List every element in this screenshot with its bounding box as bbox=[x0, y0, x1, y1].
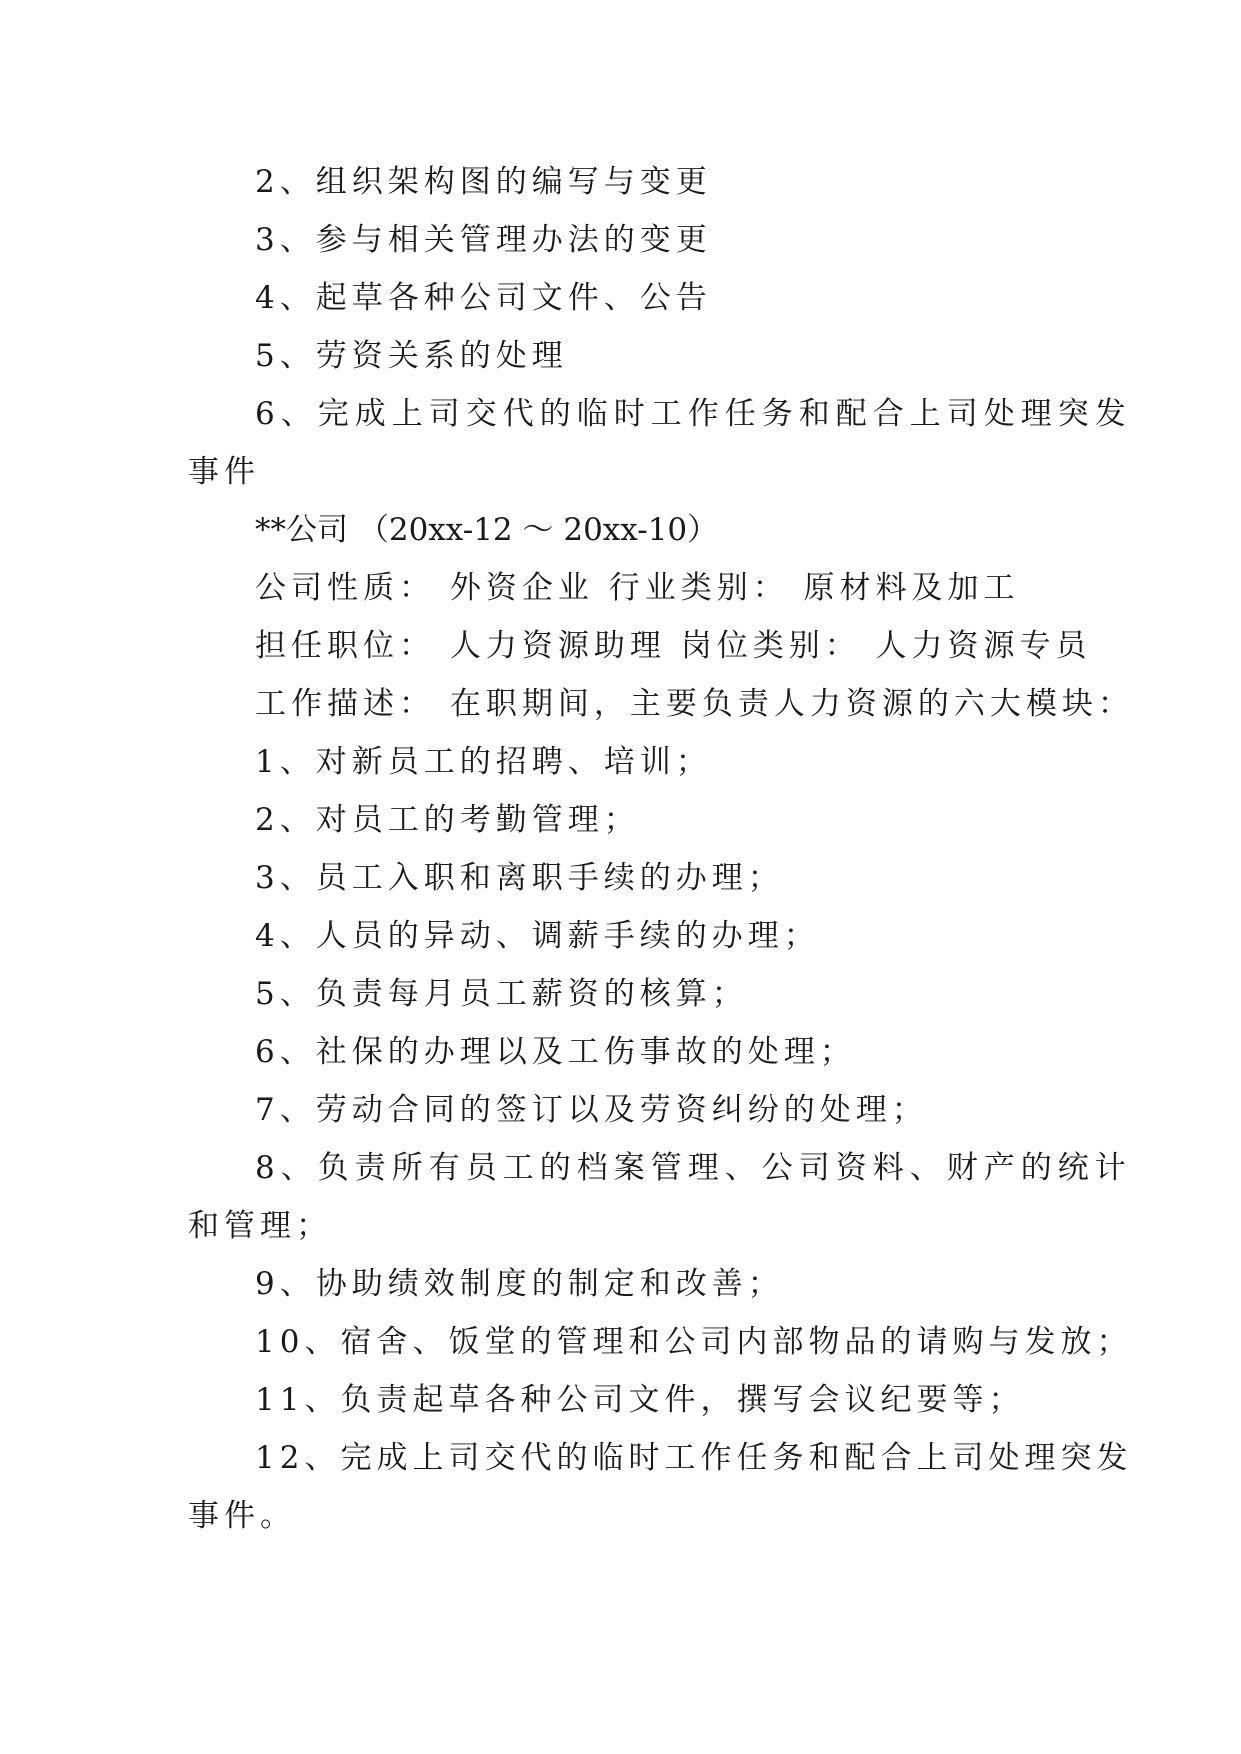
text-line: 2、组织架构图的编写与变更 bbox=[255, 164, 712, 200]
text-line: 8、负责所有员工的档案管理、公司资料、财产的统计 bbox=[255, 1150, 1132, 1186]
text-line: 2、对员工的考勤管理； bbox=[255, 802, 640, 838]
text-line: 事件 bbox=[188, 454, 260, 490]
text-line: 6、完成上司交代的临时工作任务和配合上司处理突发 bbox=[255, 396, 1132, 432]
text-line: 9、协助绩效制度的制定和改善； bbox=[255, 1266, 784, 1302]
text-line: 工作描述： 在职期间，主要负责人力资源的六大模块： bbox=[255, 686, 1134, 722]
text-line: 3、参与相关管理办法的变更 bbox=[255, 222, 712, 258]
text-line: 12、完成上司交代的临时工作任务和配合上司处理突发 bbox=[255, 1440, 1133, 1476]
text-line: 4、起草各种公司文件、公告 bbox=[255, 280, 712, 316]
text-line: 10、宿舍、饭堂的管理和公司内部物品的请购与发放； bbox=[255, 1324, 1133, 1360]
text-line: 5、负责每月员工薪资的核算； bbox=[255, 976, 748, 1012]
text-line: 4、人员的异动、调薪手续的办理； bbox=[255, 918, 820, 954]
text-line: 3、员工入职和离职手续的办理； bbox=[255, 860, 784, 896]
text-line: 担任职位： 人力资源助理 岗位类别： 人力资源专员 bbox=[255, 628, 1092, 664]
text-line: 1、对新员工的招聘、培训； bbox=[255, 744, 712, 780]
text-line: 7、劳动合同的签订以及劳资纠纷的处理； bbox=[255, 1092, 928, 1128]
text-line: 和管理； bbox=[188, 1208, 332, 1244]
text-line: 公司性质： 外资企业 行业类别： 原材料及加工 bbox=[255, 570, 1020, 606]
text-line: 6、社保的办理以及工伤事故的处理； bbox=[255, 1034, 856, 1070]
text-line: 事件。 bbox=[188, 1498, 296, 1534]
text-line: 11、负责起草各种公司文件，撰写会议纪要等； bbox=[255, 1382, 1025, 1418]
text-line: 5、劳资关系的处理 bbox=[255, 338, 568, 374]
text-line: **公司 （20xx-12 ～ 20xx-10） bbox=[255, 512, 719, 548]
